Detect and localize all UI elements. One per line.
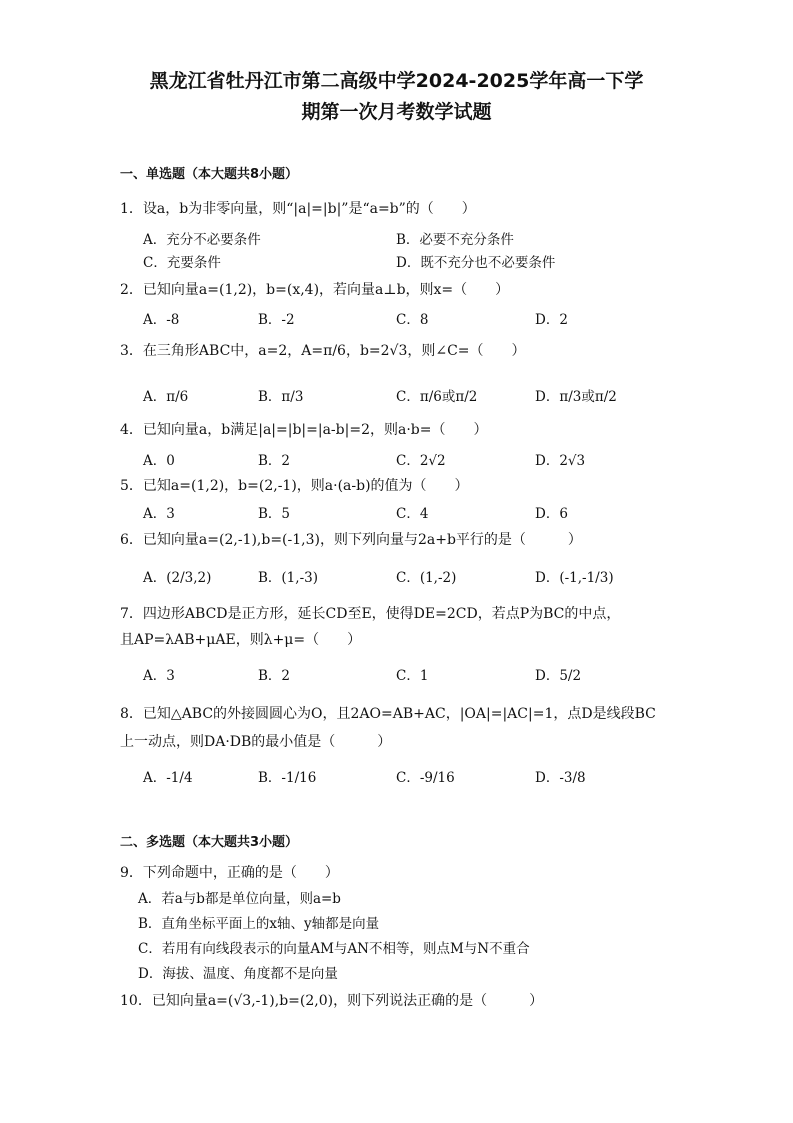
question-7-text-line2: 且AP=λAB+μAE，则λ+μ=（ ） — [120, 632, 362, 648]
question-8-text-line2: 上一动点，则DA·DB的最小值是（ ） — [120, 734, 392, 750]
question-4-option-a: A．0 — [143, 453, 175, 469]
question-7-option-b: B．2 — [258, 668, 291, 684]
question-4-option-d: D．2√3 — [535, 453, 586, 469]
section-multiple-choice: 二、多选题（本大题共3小题） — [120, 835, 299, 850]
question-6-option-b: B．(1,-3) — [258, 570, 318, 586]
question-3-text: 在三角形ABC中，a=2，A=π/6，b=2√3，则∠C=（ ） — [142, 343, 526, 359]
question-6-option-a: A．(2/3,2) — [143, 570, 212, 586]
question-3-option-c: C．π/6或π/2 — [396, 389, 478, 405]
question-3 — [120, 340, 526, 360]
exam-title-line2: 期第一次月考数学试题 — [301, 101, 492, 123]
question-9-text: 下列命题中，正确的是（ ） — [142, 865, 339, 881]
question-5 — [120, 475, 469, 495]
question-2-number: 2． — [120, 282, 143, 298]
question-4 — [120, 419, 487, 439]
question-1-number: 1． — [120, 201, 143, 217]
question-7-number: 7． — [120, 606, 143, 622]
question-5-number: 5． — [120, 478, 143, 494]
question-7 — [120, 603, 620, 623]
question-7-text: 四边形ABCD是正方形，延长CD至E，使得DE=2CD，若点P为BC的中点， — [142, 606, 621, 622]
question-6-option-d: D．(-1,-1/3) — [535, 570, 614, 586]
question-8-option-b: B．-1/16 — [258, 770, 317, 786]
question-4-option-c: C．2√2 — [396, 453, 446, 469]
question-1-text: 设a，b为非零向量，则“|a|=|b|”是“a=b”的（ ） — [142, 201, 476, 217]
question-3-option-b: B．π/3 — [258, 389, 304, 405]
question-1-option-c: C．充要条件 — [143, 255, 221, 271]
question-1-option-b: B．必要不充分条件 — [396, 232, 514, 248]
question-3-number: 3． — [120, 343, 143, 359]
question-5-option-a: A．3 — [143, 506, 175, 522]
question-4-number: 4． — [120, 422, 143, 438]
question-9-option-c: C．若用有向线段表示的向量AM与AN不相等，则点M与N不重合 — [138, 941, 530, 957]
question-1-option-d: D．既不充分也不必要条件 — [396, 255, 556, 271]
question-3-option-a: A．π/6 — [143, 389, 189, 405]
question-3-option-d: D．π/3或π/2 — [535, 389, 617, 405]
question-9-option-d: D．海拔、温度、角度都不是向量 — [138, 966, 338, 982]
question-9-number: 9． — [120, 865, 143, 881]
question-6 — [120, 529, 582, 549]
question-2-option-a: A．-8 — [143, 312, 180, 328]
question-6-text: 已知向量a=(2,-1),b=(-1,3)，则下列向量与2a+b平行的是（ ） — [142, 532, 582, 548]
question-2 — [120, 279, 509, 299]
question-1-option-a: A．充分不必要条件 — [143, 232, 261, 248]
exam-title-line1: 黑龙江省牡丹江市第二高级中学2024-2025学年高一下学 — [149, 70, 644, 92]
question-5-option-b: B．5 — [258, 506, 291, 522]
question-8 — [120, 703, 656, 723]
question-2-text: 已知向量a=(1,2)，b=(x,4)，若向量a⊥b，则x=（ ） — [142, 282, 510, 298]
question-10-text: 已知向量a=(√3,-1),b=(2,0)，则下列说法正确的是（ ） — [151, 993, 544, 1009]
question-8-option-a: A．-1/4 — [143, 770, 193, 786]
question-8-option-d: D．-3/8 — [535, 770, 586, 786]
question-4-text: 已知向量a，b满足|a|=|b|=|a-b|=2，则a·b=（ ） — [142, 422, 488, 438]
question-9-option-b: B．直角坐标平面上的x轴、y轴都是向量 — [138, 916, 380, 932]
question-6-option-c: C．(1,-2) — [396, 570, 457, 586]
question-1 — [120, 198, 476, 218]
question-2-option-d: D．2 — [535, 312, 568, 328]
question-5-option-c: C．4 — [396, 506, 429, 522]
question-4-option-b: B．2 — [258, 453, 291, 469]
question-5-text: 已知a=(1,2)，b=(2,-1)，则a·(a-b)的值为（ ） — [142, 478, 469, 494]
section-single-choice: 一、单选题（本大题共8小题） — [120, 167, 299, 182]
question-8-option-c: C．-9/16 — [396, 770, 455, 786]
question-7-option-a: A．3 — [143, 668, 175, 684]
question-2-option-b: B．-2 — [258, 312, 295, 328]
question-8-text: 已知△ABC的外接圆圆心为O，且2AO=AB+AC，|OA|=|AC|=1，点D是线段BC — [142, 706, 656, 722]
question-9 — [120, 862, 339, 882]
question-2-option-c: C．8 — [396, 312, 429, 328]
question-7-option-d: D．5/2 — [535, 668, 582, 684]
question-10 — [120, 990, 543, 1010]
question-6-number: 6． — [120, 532, 143, 548]
question-5-option-d: D．6 — [535, 506, 568, 522]
question-9-option-a: A．若a与b都是单位向量，则a=b — [138, 891, 341, 907]
question-8-number: 8． — [120, 706, 143, 722]
question-10-number: 10． — [120, 993, 152, 1009]
question-7-option-c: C．1 — [396, 668, 429, 684]
